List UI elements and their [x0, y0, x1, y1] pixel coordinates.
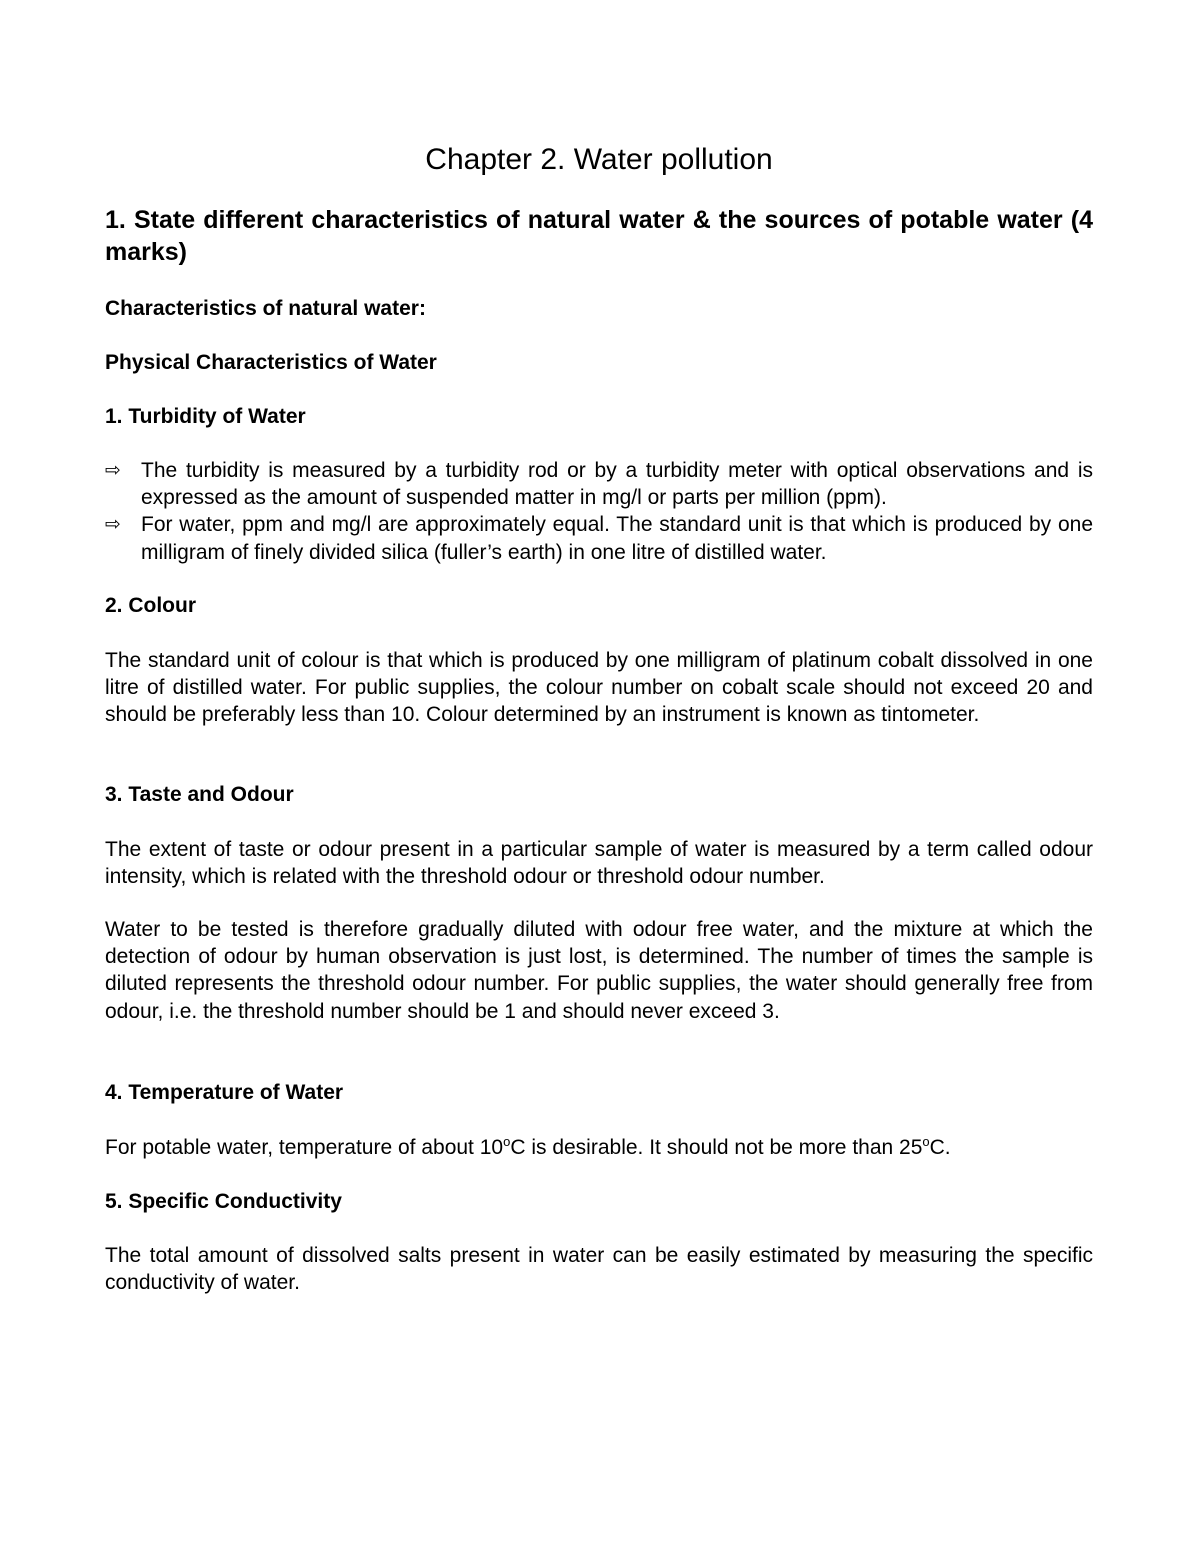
physical-characteristics-heading: Physical Characteristics of Water	[105, 351, 437, 374]
temperature-text-part: C.	[929, 1136, 951, 1159]
degree-symbol: o	[922, 1134, 930, 1149]
section-heading-temperature: 4. Temperature of Water	[105, 1081, 344, 1104]
temperature-text-part: C is desirable. It should not be more than 25	[510, 1136, 923, 1159]
colour-paragraph: The standard unit of colour is that which is produced by one milligram of platinum cobalt dissolved in one litre of distilled water. For public supplies, the colour number on cobalt scale should not exceed 20 and should be preferably less than 10. Colour determined by an instrument is known as tintometer.	[105, 649, 1093, 727]
chapter-title: Chapter 2. Water pollution	[425, 143, 773, 176]
characteristics-heading: Characteristics of natural water:	[105, 297, 426, 320]
turbidity-bullet-text: The turbidity is measured by a turbidity rod or by a turbidity meter with optical observations and is expressed as the amount of suspended matter in mg/l or parts per million (ppm).	[141, 459, 1093, 510]
taste-odour-paragraph-2: Water to be tested is therefore gradually diluted with odour free water, and the mixture at which the detection of odour by human observation is just lost, is determined. The number of times the sample is diluted represents the threshold odour number. For public supplies, the water should generally free from odour, i.e. the threshold number should be 1 and should never exceed 3.	[105, 918, 1093, 1023]
section-heading-colour: 2. Colour	[105, 594, 197, 617]
temperature-paragraph	[105, 1134, 1093, 1161]
conductivity-paragraph: The total amount of dissolved salts present in water can be easily estimated by measuring the specific conductivity of water.	[105, 1244, 1093, 1295]
list-item	[105, 511, 1093, 565]
degree-symbol: o	[503, 1134, 511, 1149]
hollow-right-arrow-icon: ⇨	[105, 460, 121, 481]
section-heading-turbidity: 1. Turbidity of Water	[105, 405, 306, 428]
turbidity-bullet-text: For water, ppm and mg/l are approximately equal. The standard unit is that which is produced by one milligram of finely divided silica (fuller’s earth) in one litre of distilled water.	[141, 513, 1093, 564]
temperature-text-part: For potable water, temperature of about 10	[105, 1136, 504, 1159]
section-heading-conductivity: 5. Specific Conductivity	[105, 1190, 342, 1213]
question-heading: 1. State different characteristics of natural water & the sources of potable water (4 marks)	[105, 206, 1093, 266]
taste-odour-paragraph-1: The extent of taste or odour present in a particular sample of water is measured by a term called odour intensity, which is related with the threshold odour or threshold odour number.	[105, 838, 1093, 889]
turbidity-bullet-list	[105, 457, 1093, 566]
section-heading-taste-odour: 3. Taste and Odour	[105, 783, 294, 806]
hollow-right-arrow-icon: ⇨	[105, 514, 121, 536]
list-item	[105, 457, 1093, 511]
